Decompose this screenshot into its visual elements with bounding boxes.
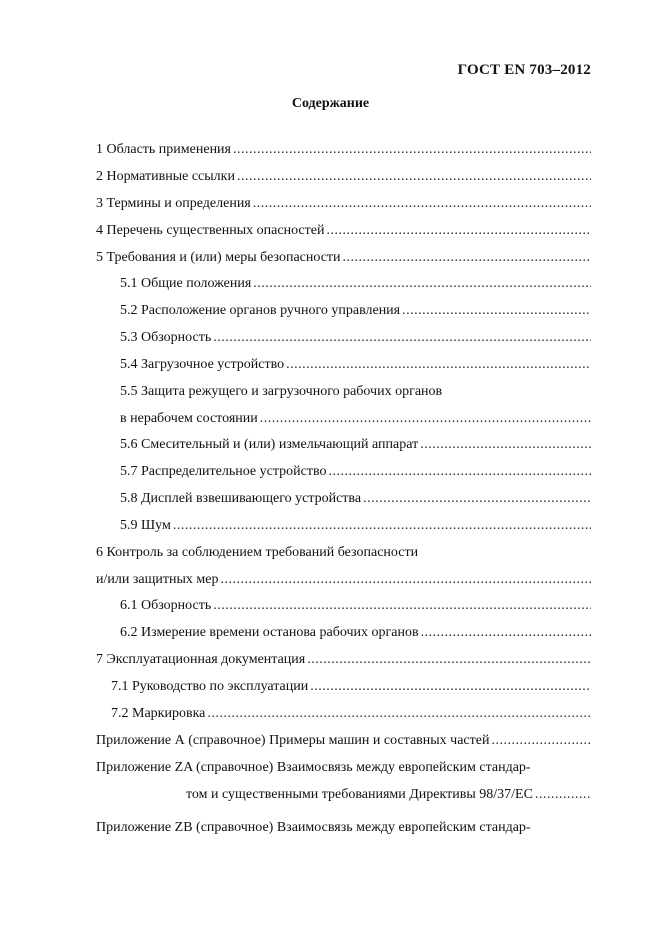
toc-entry[interactable] (96, 571, 591, 589)
dot-leader (233, 141, 591, 159)
toc-entry-label: Приложение А (справочное) Примеры машин и составных частей (96, 733, 490, 748)
toc-entry-label: 7.2 Маркировка (111, 706, 206, 721)
page-title: Содержание (291, 96, 370, 111)
toc-entry[interactable] (120, 490, 591, 508)
dot-leader (310, 678, 591, 696)
toc-entry[interactable] (120, 329, 591, 347)
dot-leader (328, 463, 591, 481)
toc-entry[interactable] (120, 302, 591, 320)
toc-entry-label: 1 Область применения (96, 142, 231, 157)
toc-entry[interactable] (120, 383, 591, 401)
dot-leader (237, 168, 591, 186)
toc-entry-label: 5.1 Общие положения (120, 276, 252, 291)
toc-entry[interactable] (96, 732, 591, 750)
dot-leader (260, 410, 591, 428)
dot-leader (207, 705, 591, 723)
dot-leader (420, 436, 591, 454)
dot-leader (421, 624, 591, 642)
toc-entry[interactable] (96, 222, 591, 240)
toc-entry-label: 4 Перечень существенных опасностей (96, 223, 325, 238)
document-header: ГОСТ EN 703–2012 (457, 62, 591, 78)
dot-leader (535, 786, 591, 804)
toc-entry-label: 5.2 Расположение органов ручного управления (120, 303, 401, 318)
dot-leader (213, 329, 591, 347)
toc-entry[interactable] (96, 249, 591, 267)
toc-entry[interactable] (186, 786, 591, 804)
toc-entry-label: 7.1 Руководство по эксплуатации (111, 679, 309, 694)
dot-leader (253, 195, 591, 213)
toc-entry[interactable] (96, 651, 591, 669)
toc-entry-label: 5.9 Шум (120, 518, 171, 533)
dot-leader (343, 249, 591, 267)
toc-entry-label: 5.4 Загрузочное устройство (120, 357, 285, 372)
toc-entry[interactable] (120, 624, 591, 642)
dot-leader (173, 517, 591, 535)
toc-entry[interactable] (120, 410, 591, 428)
toc-entry[interactable] (120, 463, 591, 481)
toc-entry-label: 7 Эксплуатационная документация (96, 652, 306, 667)
toc-entry-label: том и существенными требованиями Директивы 98/37/ЕС (186, 787, 533, 802)
toc-entry-label: и/или защитных мер (96, 572, 219, 587)
dot-leader (213, 597, 591, 615)
toc-entry[interactable] (120, 275, 591, 293)
toc-entry-label: 5.8 Дисплей взвешивающего устройства (120, 491, 362, 506)
toc-entry-label: 6.1 Обзорность (120, 598, 212, 613)
toc-entry[interactable] (96, 195, 591, 213)
toc-entry[interactable] (96, 141, 591, 159)
toc-entry[interactable] (96, 819, 591, 837)
toc-entry-label: 5.5 Защита режущего и загрузочного рабочих органов (120, 384, 443, 399)
toc-entry[interactable] (111, 678, 591, 696)
toc-entry-label: 5.6 Смесительный и (или) измельчающий аппарат (120, 437, 419, 452)
toc-entry[interactable] (120, 517, 591, 535)
toc-entry-label: Приложение ZA (справочное) Взаимосвязь между европейским стандар- (96, 760, 531, 775)
toc-entry[interactable] (120, 356, 591, 374)
dot-leader (402, 302, 591, 320)
dot-leader (326, 222, 591, 240)
toc-entry-label: 2 Нормативные ссылки (96, 169, 235, 184)
toc-entry[interactable] (120, 597, 591, 615)
toc-entry-label: 5.3 Обзорность (120, 330, 212, 345)
toc-entry[interactable] (96, 544, 591, 562)
toc-entry-label: 5 Требования и (или) меры безопасности (96, 250, 341, 265)
toc-entry[interactable] (111, 705, 591, 723)
dot-leader (307, 651, 591, 669)
dot-leader (286, 356, 591, 374)
toc-entry-label: 6.2 Измерение времени останова рабочих органов (120, 625, 419, 640)
toc-entry-label: 6 Контроль за соблюдением требований безопасности (96, 545, 419, 560)
dot-leader (253, 275, 591, 293)
dot-leader (491, 732, 591, 750)
dot-leader (363, 490, 591, 508)
toc-entry[interactable] (96, 759, 591, 777)
toc-entry-label: Приложение ZB (справочное) Взаимосвязь между европейским стандар- (96, 820, 531, 835)
toc-entry[interactable] (96, 168, 591, 186)
toc-entry-label: в нерабочем состоянии (120, 411, 258, 426)
dot-leader (220, 571, 591, 589)
toc-entry-label: 3 Термины и определения (96, 196, 251, 211)
toc-entry[interactable] (120, 436, 591, 454)
toc-entry-label: 5.7 Распределительное устройство (120, 464, 327, 479)
